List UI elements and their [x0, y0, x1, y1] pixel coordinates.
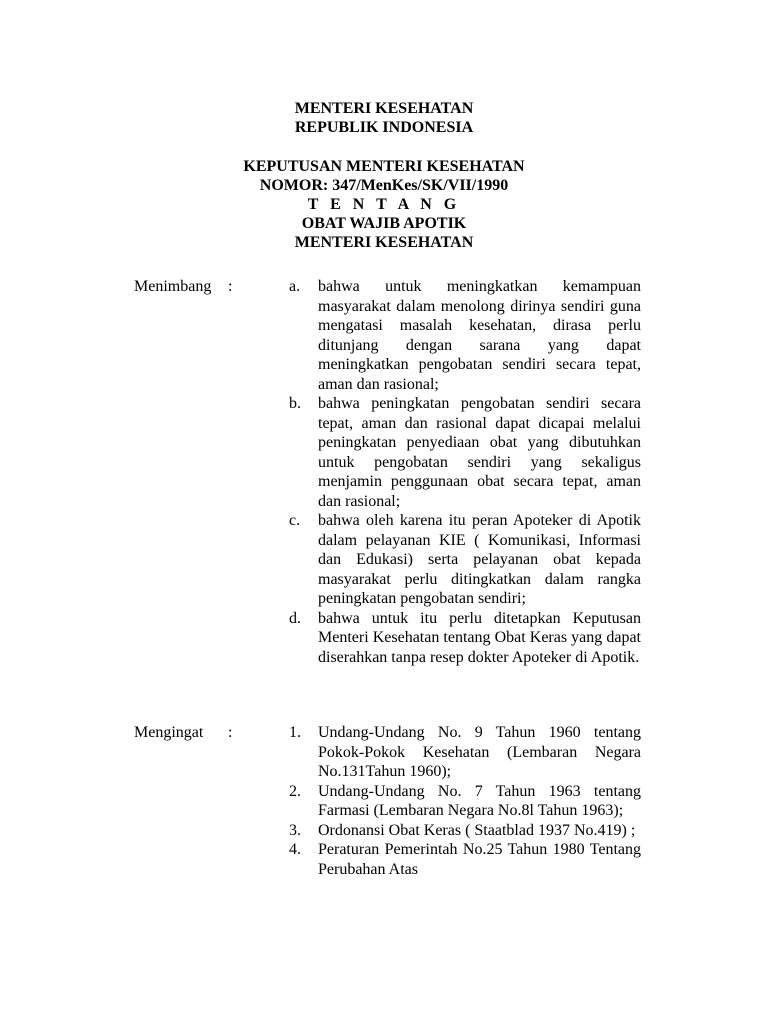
- tentang-label: T E N T A N G: [307, 196, 461, 213]
- item-text: bahwa peningkatan pengobatan sendiri secara tepat, aman dan rasional dapat dicapai melalui peningkatan penyediaan obat yang dibutuhkan untuk pengobatan sendiri yang sekaligus menjamin penggunaan obat secara tepat, aman dan rasional;: [318, 395, 641, 510]
- decree-title: KEPUTUSAN MENTERI KESEHATAN: [243, 158, 525, 175]
- list-item: [289, 511, 641, 609]
- item-text: bahwa untuk meningkatkan kemampuan masyarakat dalam menolong dirinya sendiri guna mengatasi masalah kesehatan, dirasa perlu ditunjang dengan sarana yang dapat meningkatkan pengobatan sendiri secara tepat, aman dan rasional;: [318, 278, 641, 393]
- list-item: [289, 840, 641, 879]
- document-header: [0, 99, 768, 252]
- issuer-title: MENTERI KESEHATAN: [294, 234, 474, 251]
- list-item: [289, 277, 641, 394]
- item-text: Undang-Undang No. 7 Tahun 1963 tentang Farmasi (Lembaran Negara No.8l Tahun 1963);: [318, 782, 641, 819]
- item-marker: 1.: [289, 724, 301, 741]
- list-item: [289, 723, 641, 782]
- decree-number: NOMOR: 347/MenKes/SK/VII/1990: [259, 177, 509, 194]
- menimbang-list: [289, 277, 641, 667]
- menimbang-colon: :: [228, 278, 233, 295]
- item-marker: 2.: [289, 782, 301, 800]
- item-marker: 3.: [289, 821, 301, 839]
- menimbang-label: Menimbang: [134, 278, 212, 295]
- item-text: bahwa untuk itu perlu ditetapkan Keputusan Menteri Kesehatan tentang Obat Keras yang dapat diserahkan tanpa resep dokter Apoteker di Apotik.: [318, 609, 641, 666]
- item-marker: 4.: [289, 841, 301, 858]
- ministry-title: MENTERI KESEHATAN: [294, 100, 474, 117]
- item-marker: d.: [289, 609, 301, 627]
- item-text: Undang-Undang No. 9 Tahun 1960 tentang Pokok-Pokok Kesehatan (Lembaran Negara No.131Tahun 1960);: [318, 724, 641, 780]
- country-title: REPUBLIK INDONESIA: [294, 119, 474, 136]
- item-marker: a.: [289, 278, 301, 295]
- mengingat-list: [289, 723, 641, 879]
- item-text: Peraturan Pemerintah No.25 Tahun 1980 Tentang Perubahan Atas: [318, 841, 641, 878]
- mengingat-colon: :: [228, 724, 233, 741]
- list-item: [289, 782, 641, 821]
- decree-subject: OBAT WAJIB APOTIK: [301, 215, 467, 232]
- list-item: [289, 821, 641, 841]
- item-text: Ordonansi Obat Keras ( Staatblad 1937 No.419) ;: [318, 821, 636, 839]
- list-item: [289, 394, 641, 511]
- item-text: bahwa oleh karena itu peran Apoteker di Apotik dalam pelayanan KIE ( Komunikasi, Informasi dan Edukasi) serta pelayanan obat kepada masyarakat perlu ditingkatkan dalam rangka peningkatan pengobatan sendiri;: [318, 512, 641, 607]
- mengingat-label: Mengingat: [134, 724, 204, 741]
- header-gap: [0, 137, 768, 157]
- item-marker: b.: [289, 395, 301, 412]
- item-marker: c.: [289, 512, 301, 529]
- list-item: [289, 609, 641, 668]
